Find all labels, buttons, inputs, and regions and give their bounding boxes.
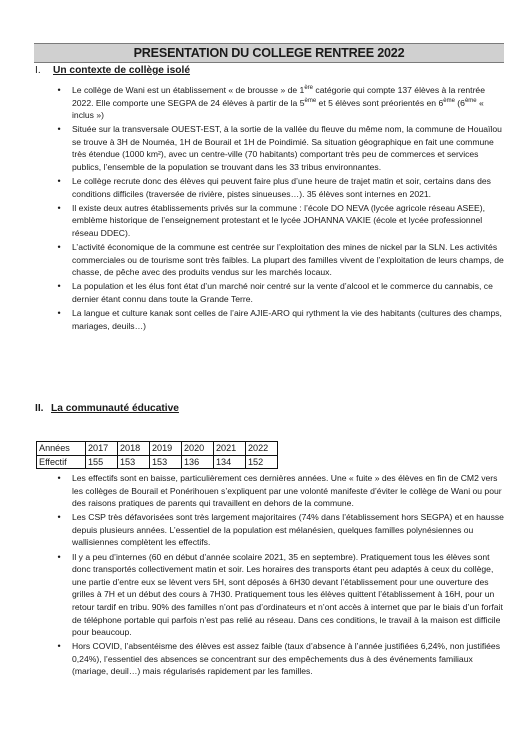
table-cell: 155: [86, 455, 118, 469]
table-cell: 2017: [86, 442, 118, 456]
table-cell: 134: [214, 455, 246, 469]
table-cell: 136: [182, 455, 214, 469]
section-1-number: I.: [35, 65, 41, 76]
list-item: • Les CSP très défavorisées sont très largement majoritaires (74% dans l’établissement hors SEGPA) et en hausse depuis plusieurs années. L’essentiel de la population est mélanésien, quelques familles polynésiennes ou wallisiennes complètent les effectifs.: [58, 511, 508, 549]
list-item: • La langue et culture kanak sont celles de l’aire AJIE-ARO qui rythment la vie des habitants (cultures des champs, mariages, deuils…): [58, 307, 508, 332]
table-cell: 153: [118, 455, 150, 469]
table-cell: 2018: [118, 442, 150, 456]
table-cell: 2022: [246, 442, 278, 456]
section-1-title: Un contexte de collège isolé: [53, 65, 191, 76]
list-item: • Il y a peu d’internes (60 en début d’année scolaire 2021, 35 en septembre). Pratiquement tous les élèves sont donc transportés collectivement matin et soir. Les horaires des transports étant peu adaptés à ceux du collège, une partie d’entre eux se lèvent vers 5H, sont déposés à 6H30 devant l’établissement pour une ouverture des grilles à 7H et un début des cours à 7H30. Pratiquement tous les élèves quittent l’établissement à 16H, pour un retour tardif en tribu. 90% des familles n’ont pas d’ordinateurs et n’ont accès à internet que par le biais d’un forfait de téléphone portable qui parfois n’est pas relié au réseau. Dans ces conditions, le travail à la maison est difficile pour beaucoup.: [58, 551, 508, 639]
table-cell: 152: [246, 455, 278, 469]
section-1-bullet-list: [58, 84, 508, 332]
section-2-title: La communauté éducative: [51, 403, 179, 414]
enrollment-table: [36, 441, 278, 469]
table-cell: 2019: [150, 442, 182, 456]
section-1-heading: [35, 64, 190, 77]
list-item: • Le collège de Wani est un établissement « de brousse » de 1ère catégorie qui compte 137 élèves à la rentrée 2022. Elle comporte une SEGPA de 24 élèves à partir de la 5ème et 5 élèves sont préorientés en 6ème (6ème « inclus »): [58, 84, 508, 122]
table-row-label: Années: [37, 442, 86, 456]
list-item: • La population et les élus font état d’un marché noir centré sur la vente d’alcool et le commerce du cannabis, ce dernier étant connu dans toute la Grande Terre.: [58, 280, 508, 305]
list-item: • L’activité économique de la commune est centrée sur l’exploitation des mines de nickel par la SLN. Les activités commerciales ou de tourisme sont très faibles. La plupart des familles vivent de l’exploitation de leurs champs, de chasse, de pêche avec des produits vendus sur les marchés locaux.: [58, 241, 508, 279]
table-cell: 2021: [214, 442, 246, 456]
table-row: [37, 455, 278, 469]
list-item: • Le collège recrute donc des élèves qui peuvent faire plus d’une heure de trajet matin et soir, certains dans des conditions difficiles (traversée de rivière, pistes sinueuses…). 35 élèves sont internes en 2021.: [58, 175, 508, 200]
table-row-label: Effectif: [37, 455, 86, 469]
list-item: • Il existe deux autres établissements privés sur la commune : l’école DO NEVA (lycée agricole réseau ASEE), emblème historique de l’enseignement protestant et le lycée JOHANNA VAKIE (école et lycée professionnel réseau DDEC).: [58, 202, 508, 240]
document-title: PRESENTATION DU COLLEGE RENTREE 2022: [34, 43, 504, 63]
table-row: [37, 442, 278, 456]
table-cell: 2020: [182, 442, 214, 456]
list-item: • Hors COVID, l’absentéisme des élèves est assez faible (taux d’absence à l’année justifiées 6,24%, non justifiées 0,24%), l’essentiel des absences se concentrant sur des empêchements dus à des événements familiaux (mariage, deuil…) mais régularisés rapidement par les familles.: [58, 640, 508, 678]
table-cell: 153: [150, 455, 182, 469]
section-2-number: II.: [35, 403, 44, 414]
list-item: • Située sur la transversale OUEST-EST, à la sortie de la vallée du fleuve du même nom, la commune de Houaïlou se trouve à 3H de Nouméa, 1H de Bourail et 1H de Poindimié. Sa situation géographique en fait une commune très étendue (1000 km²), avec un centre-ville (70 habitants) comportant très peu de commerces et services publics, l’ensemble de la population se trouvant dans les 33 tribus environnantes.: [58, 123, 508, 173]
list-item: • Les effectifs sont en baisse, particulièrement ces dernières années. Une « fuite » des élèves en fin de CM2 vers les collèges de Bourail et Ponérihouen s’expliquent par une volonté manifeste d’éviter le collège de Wani ou pour des raisons pratiques de parents qui travaillent en dehors de la commune.: [58, 472, 508, 510]
section-2-bullet-list: [58, 472, 508, 678]
section-2-heading: [35, 402, 179, 415]
